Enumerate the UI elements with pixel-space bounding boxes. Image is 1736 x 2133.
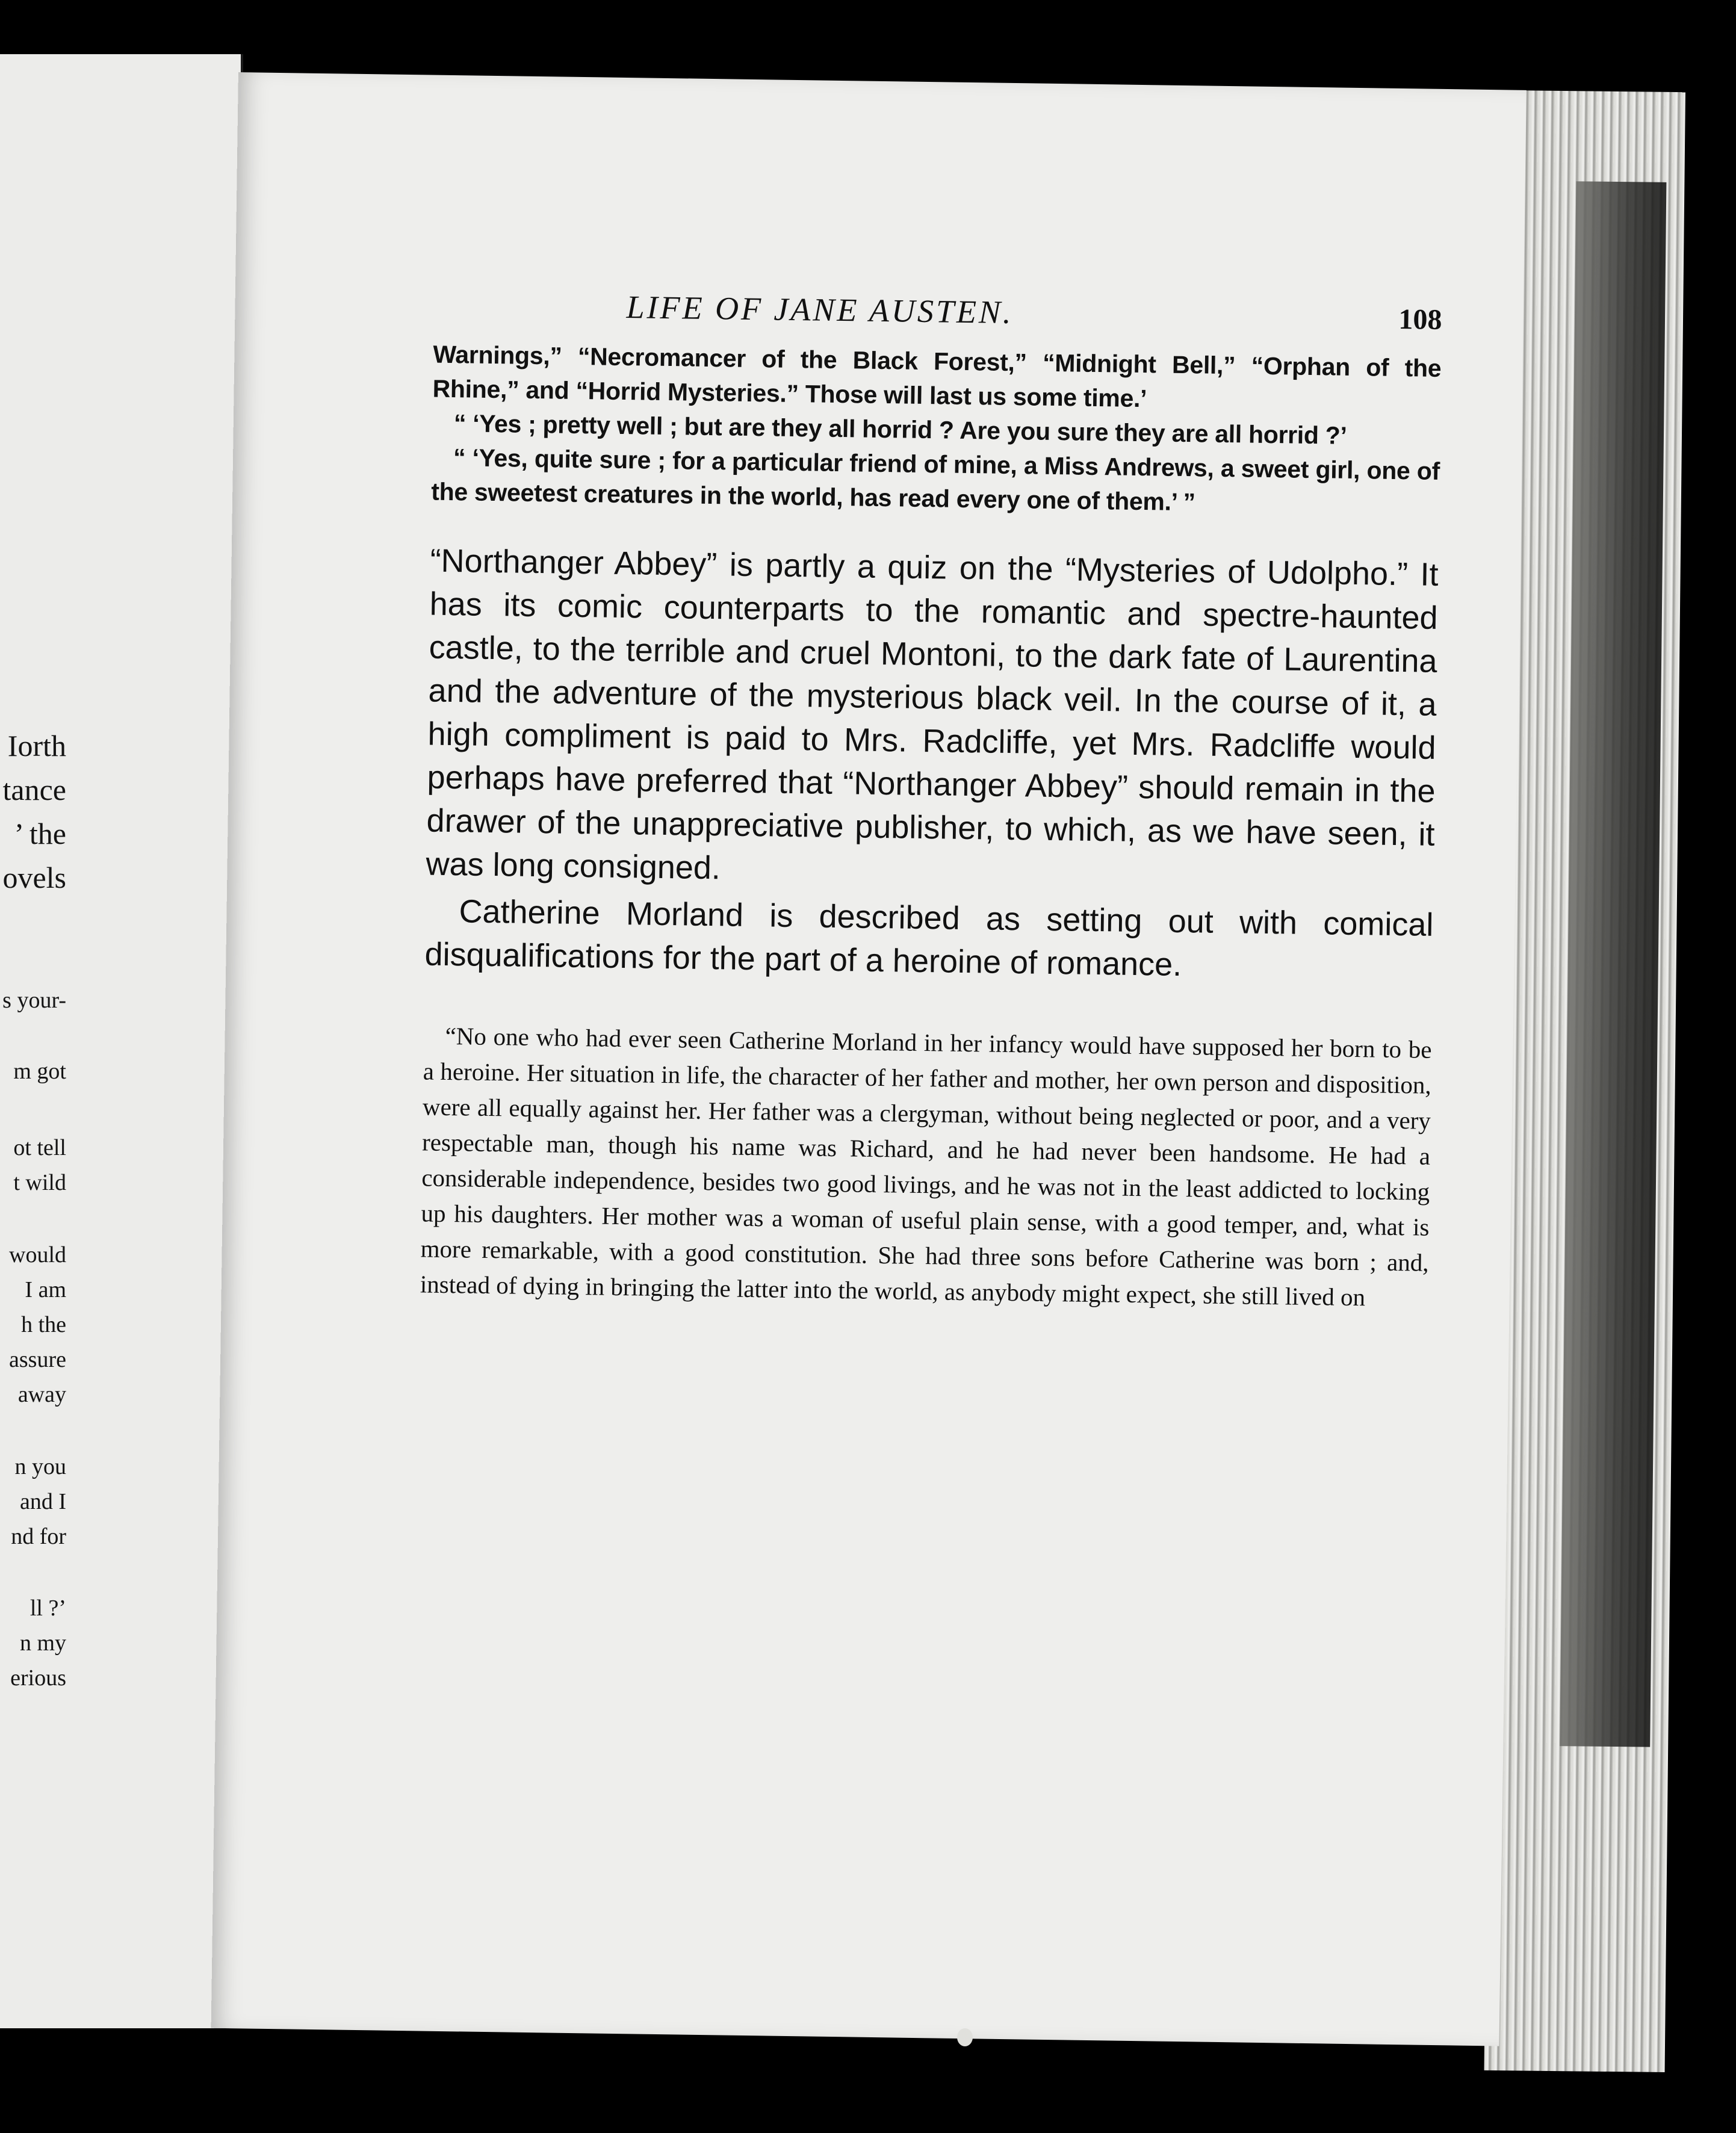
paper-speck — [957, 2028, 973, 2046]
left-page-fragment: ll ?’ — [29, 1596, 66, 1621]
left-page-fragment: would — [9, 1242, 66, 1268]
left-page-fragment: erious — [10, 1665, 66, 1691]
left-page-fragment: I am — [25, 1277, 66, 1302]
left-page-fragment: and I — [19, 1489, 66, 1514]
left-page-fragment: t wild — [13, 1170, 66, 1195]
left-page-fragment: Iorth — [7, 729, 66, 763]
quote-paragraph: Warnings,” “Necromancer of the Black Forest,” “Midnight Bell,” “Orphan of the Rhine,” and “Horrid Mysteries.” Those will last us some time.’ — [432, 340, 1442, 413]
page-edge-shadow — [1560, 181, 1666, 1747]
left-page-fragment: h the — [21, 1312, 66, 1337]
running-title: LIFE OF JANE AUSTEN. — [626, 289, 1014, 331]
left-page-fragment: away — [17, 1382, 66, 1407]
quote-block-one — [431, 338, 1442, 523]
left-page-fragment: assure — [9, 1347, 66, 1372]
body-paragraph: “Northanger Abbey” is partly a quiz on the “Mysteries of Udolpho.” It has its comic counterparts to the romantic and spectre-haunted castle, to the terrible and cruel Montoni, to the dark fate of Laurentina and the adventure of the mysterious black veil. In the course of it, a high compliment is paid to Mrs. Radcliffe, yet Mrs. Radcliffe would perhaps have preferred that “Northanger Abbey” should remain in the drawer of the unappreciative publisher, to which, as we have seen, it was long consigned. — [426, 542, 1439, 887]
left-page-fragment: ’ the — [14, 817, 66, 850]
left-page-fragment: n you — [14, 1454, 66, 1479]
page-content — [420, 286, 1442, 1316]
body-paragraph: Catherine Morland is described as setting out with comical disqualifications for the part of a heroine of romance. — [424, 893, 1434, 983]
left-page-fragment: m got — [13, 1059, 66, 1084]
quote-block-two — [420, 1018, 1431, 1316]
left-page-fragment: ovels — [2, 861, 66, 894]
main-page — [211, 72, 1527, 2046]
left-page-fragment: s your- — [2, 988, 66, 1013]
body-text — [424, 539, 1439, 990]
quote-paragraph: “ ‘Yes, quite sure ; for a particular friend of mine, a Miss Andrews, a sweet girl, one of the sweetest creatures in the world, has read every one of them.’ ” — [430, 444, 1440, 516]
quote-paragraph: “ ‘Yes ; pretty well ; but are they all horrid ? Are you sure they are all horrid ?’ — [453, 409, 1347, 450]
left-page-fragment: nd for — [11, 1524, 66, 1549]
quote-paragraph: “No one who had ever seen Catherine Morland in her infancy would have supposed her born to be a heroine. Her situation in life, the character of her father and mother, her own person and disposition, were all equally against her. Her father was a clergyman, without being neglected or poor, and a very respectable man, though his name was Richard, and he had never been handsome. He had a considerable independence, besides two good livings, and he was not in the least addicted to locking up his daughters. Her mother was a woman of useful plain sense, with a good temper, and, what is more remarkable, with a good constitution. She had three sons before Catherine was born ; and, instead of dying in bringing the latter into the world, as anybody might expect, she still lived on — [420, 1021, 1432, 1311]
left-page-fragment: ot tell — [13, 1135, 66, 1160]
page-number: 108 — [1398, 303, 1442, 336]
left-page-fragment: tance — [2, 773, 66, 806]
left-facing-page — [0, 54, 243, 2028]
left-page-fragment: n my — [19, 1630, 66, 1656]
page-header — [433, 286, 1442, 348]
